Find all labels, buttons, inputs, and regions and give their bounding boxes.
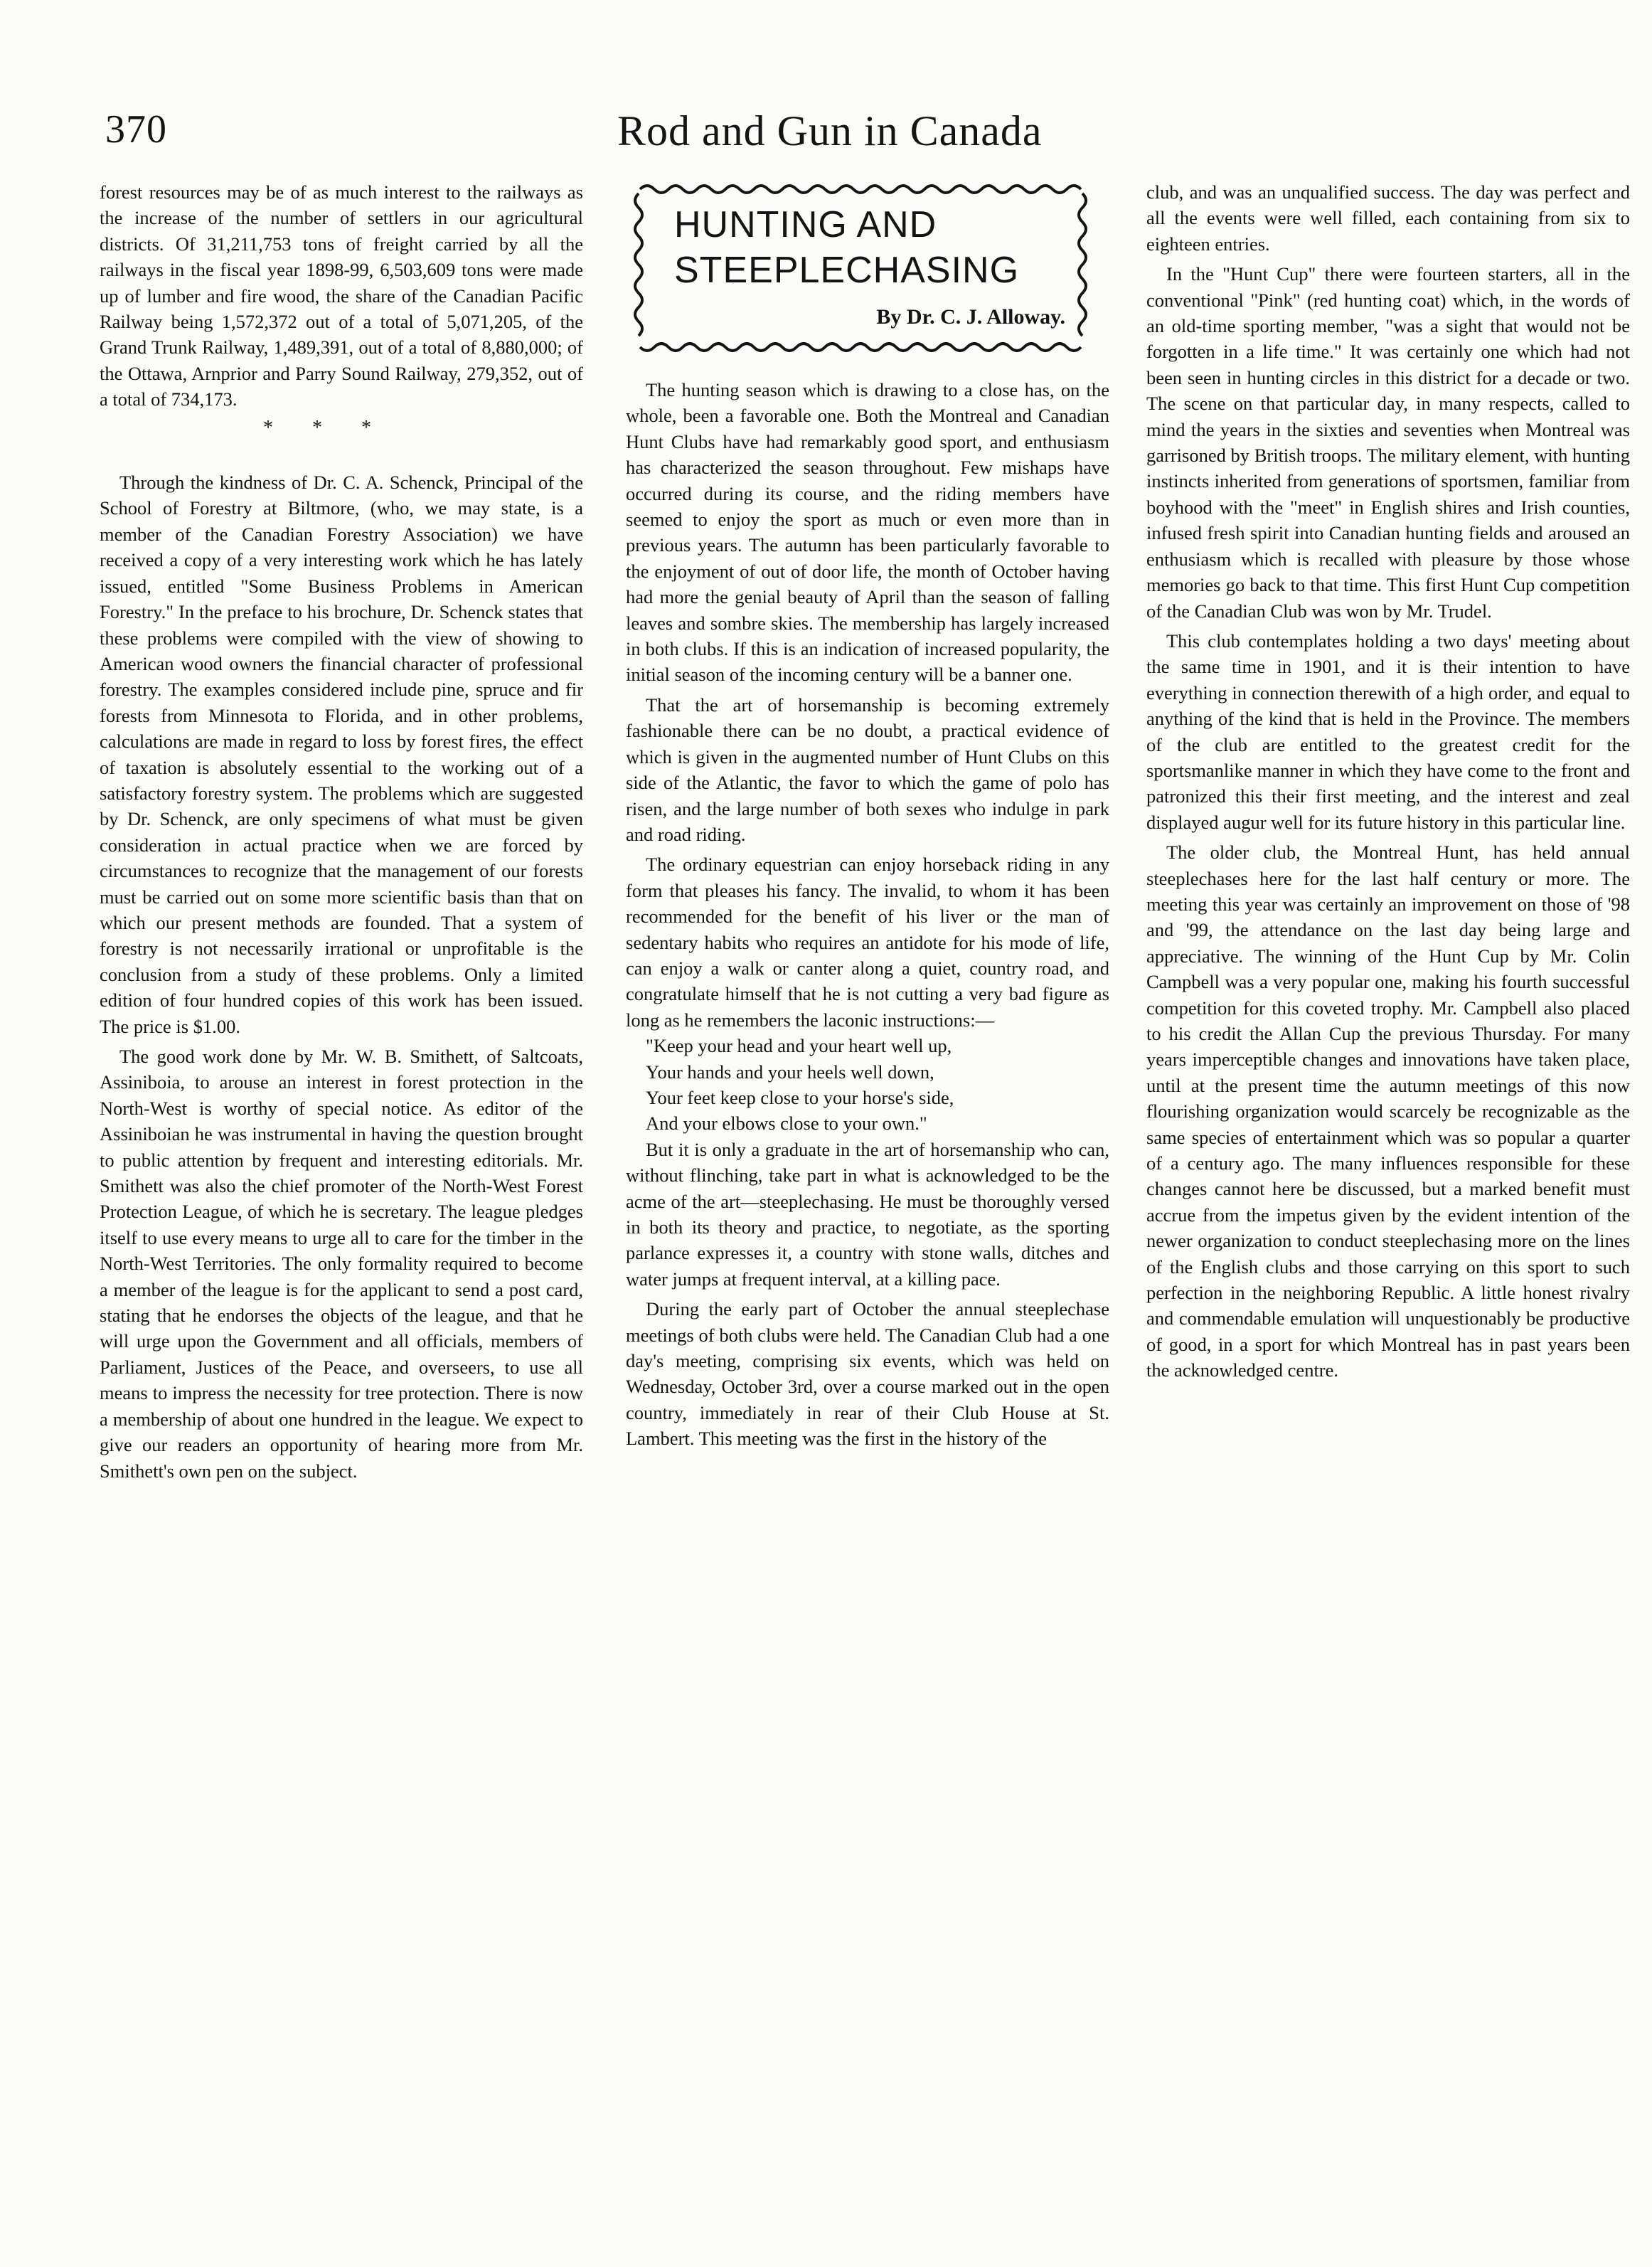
running-title: Rod and Gun in Canada	[617, 107, 1043, 154]
article-title	[674, 202, 1019, 293]
verse-line: Your hands and your heels well down,	[646, 1061, 934, 1083]
paragraph: The hunting season which is drawing to a close has, on the whole, been a favorable one. Both the Montreal and Canadian Hunt Clubs have had remarkably good sport, and enthusiasm has characterized the season throughout. Few mishaps have occurred during its course, and the riding members have seemed to enjoy the sport as much or even more than in previous years. The autumn has been particularly favorable to the enjoyment of out of door life, the month of October having had more the genial beauty of April than the season of falling leaves and sombre skies. The membership has largely increased in both clubs. If this is an indication of increased popularity, the initial season of the incoming century will be a banner one.	[626, 379, 1109, 686]
column-middle	[626, 179, 1109, 1452]
paragraph: forest resources may be of as much interest to the railways as the increase of the number of settlers in our agricultural districts. Of 31,211,753 tons of freight carried by all the railways in the fiscal year 1898-99, 6,503,609 tons were made up of lumber and fire wood, the share of the Canadian Pacific Railway being 1,572,372 out of a total of 5,071,205, of the Grand Trunk Railway, 1,489,391, out of a total of 8,880,000; of the Ottawa, Arnprior and Parry Sound Railway, 279,352, out of a total of 734,173.	[100, 181, 583, 410]
article-title-line: HUNTING AND	[674, 204, 937, 245]
article-title-line: STEEPLECHASING	[674, 250, 1020, 291]
page-number: 370	[105, 107, 167, 152]
paragraph: But it is only a graduate in the art of horsemanship who can, without flinching, take part in what is acknowledged to be the acme of the art—steeplechasing. He must be thoroughly versed in both its theory and practice, to negotiate, as the sporting parlance expresses it, a country with stone walls, ditches and water jumps at frequent interval, at a killing pace.	[626, 1138, 1109, 1290]
verse-line: And your elbows close to your own."	[646, 1113, 927, 1135]
paragraph: The ordinary equestrian can enjoy horseback riding in any form that pleases his fancy. The invalid, to whom it has been recommended for the benefit of his liver or the man of sedentary habits who requires an antidote for his mode of life, can enjoy a walk or canter along a quiet, country road, and congratulate himself that he is not cutting a very bad figure as long as he remembers the laconic instructions:—	[626, 854, 1109, 1031]
section-divider-stars: * * *	[263, 416, 388, 439]
page-header	[105, 107, 1087, 164]
paragraph: In the "Hunt Cup" there were fourteen starters, all in the conventional "Pink" (red hunting coat) which, in the words of an old-time sporting member, "was a sight that would not be forgotten in a life time." It was certainly one which had not been seen in hunting circles in this district for a decade or two. The scene on that particular day, in many respects, called to mind the years in the sixties and seventies when Montreal was garrisoned by British troops. The military element, with hunting instincts inherited from generations of sportsmen, familiar from boyhood with the "meet" in English shires and Irish counties, infused fresh spirit into Canadian hunting fields and aroused an enthusiasm which is recalled with pleasure by those whose memories go back to that time. This first Hunt Cup competition of the Canadian Club was won by Mr. Trudel.	[1146, 263, 1630, 622]
paragraph: That the art of horsemanship is becoming extremely fashionable there can be no doubt, a practical evidence of which is given in the augmented number of Hunt Clubs on this side of the Atlantic, the favor to which the game of polo has risen, and the large number of both sexes who indulge in park and road riding.	[626, 694, 1109, 845]
paragraph: During the early part of October the annual steeplechase meetings of both clubs were held. The Canadian Club had a one day's meeting, comprising six events, which was held on Wednesday, October 3rd, over a course marked out in the open country, immediately in rear of their Club House at St. Lambert. This meeting was the first in the history of the	[626, 1298, 1109, 1450]
paragraph: The older club, the Montreal Hunt, has held annual steeplechases here for the last half century or more. The meeting this year was certainly an improvement on those of '98 and '99, the attendance on the last day being large and appreciative. The winning of the Hunt Cup by Mr. Colin Campbell was a very popular one, making his fourth successful competition for this coveted trophy. Mr. Campbell also placed to his credit the Allan Cup the previous Thursday. For many years imperceptible changes and innovations have taken place, until at the present time the autumn meetings of this now flourishing organization would scarcely be recognizable as the same species of entertainment which was so popular a quarter of a century ago. The many influences responsible for these changes cannot here be discussed, but a marked benefit must accrue from the impetus given by the evident intention of the newer organization to conduct steeplechasing more on the lines of the English clubs and those carrying on this sport to such perfection in the neighboring Republic. A little honest rivalry and commendable emulation will unquestionably be productive of good, in a sport for which Montreal has in past years been the acknowledged centre.	[1146, 842, 1630, 1381]
paragraph: This club contemplates holding a two days' meeting about the same time in 1901, and it is their intention to have everything in connection therewith of a high order, and equal to anything of the kind that is held in the Province. The members of the club are entitled to the greatest credit for the sportsmanlike manner in which they have come to the front and patronized this their first meeting, and the interest and zeal displayed augur well for its future history in this particular line.	[1146, 630, 1630, 833]
article-title-box	[626, 179, 1095, 357]
paragraph: The good work done by Mr. W. B. Smithett, of Saltcoats, Assiniboia, to arouse an interest in forest protection in the North-West is worthy of special notice. As editor of the Assiniboian he was instrumental in having the question brought to public attention by frequent and interesting editorials. Mr. Smithett was also the chief promoter of the North-West Forest Protection League, of which he is secretary. The league pledges itself to use every means to urge all to care for the timber in the North-West Territories. The only formality required to become a member of the league is for the applicant to send a post card, stating that he endorses the objects of the league, and that he will urge upon the Government and all officials, members of Parliament, Justices of the Peace, and overseers, to use all means to impress the necessity for tree protection. There is now a membership of about one hundred in the league. We expect to give our readers an opportunity of hearing more from Mr. Smithett's own pen on the subject.	[100, 1046, 583, 1482]
column-right	[1146, 179, 1630, 1384]
paragraph: club, and was an unqualified success. The day was perfect and all the events were well filled, each containing from six to eighteen entries.	[1146, 181, 1630, 255]
paragraph: Through the kindness of Dr. C. A. Schenck, Principal of the School of Forestry at Biltmore, (who, we may state, is a member of the Canadian Forestry Association) we have received a copy of a very interesting work which he has lately issued, entitled "Some Business Problems in American Forestry." In the preface to his brochure, Dr. Schenck states that these problems were compiled with the view of showing to American wood owners the financial character of professional forestry. The examples considered include pine, spruce and fir forests from Minnesota to Florida, and in other problems, calculations are made in regard to loss by forest fires, the effect of taxation is absolutely essential to the working out of a satisfactory forestry system. The problems which are suggested by Dr. Schenck, are only specimens of what must be given consideration in actual practice when we are forced by circumstances to recognize that the management of our forests must be carried out on some more scientific basis than that on which our present methods are founded. That a system of forestry is not necessarily irrational or unprofitable is the conclusion from a study of these problems. Only a limited edition of four hundred copies of this work has been issued. The price is $1.00.	[100, 472, 583, 1037]
verse-quote	[626, 1033, 1109, 1137]
verse-line: Your feet keep close to your horse's side,	[646, 1086, 954, 1108]
verse-line: "Keep your head and your heart well up,	[646, 1035, 952, 1057]
column-left	[100, 179, 583, 1484]
article-byline: By Dr. C. J. Alloway.	[876, 305, 1065, 329]
